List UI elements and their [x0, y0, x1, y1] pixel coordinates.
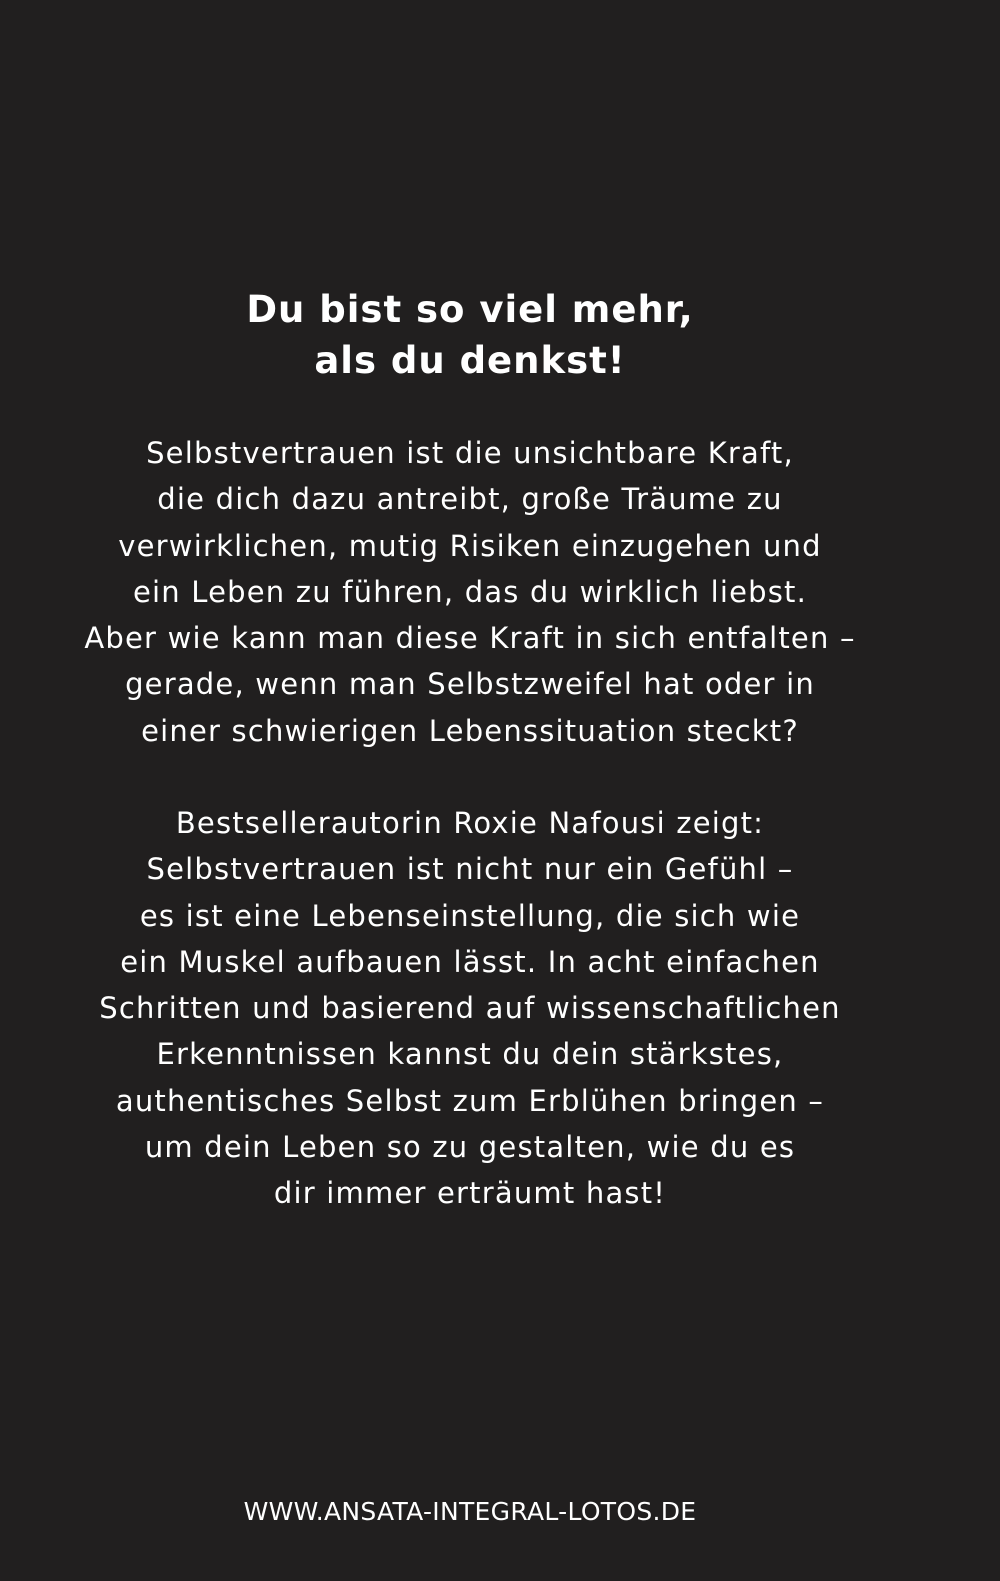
publisher-website: WWW.ANSATA-INTEGRAL-LOTOS.DE	[243, 1497, 697, 1526]
headline	[0, 284, 940, 386]
blurb-paragraph-2	[0, 800, 940, 1217]
text-line: authentisches Selbst zum Erblühen bringen –	[115, 1083, 825, 1118]
text-line: Bestsellerautorin Roxie Nafousi zeigt:	[175, 806, 765, 840]
text-line: es ist eine Lebenseinstellung, die sich wie	[139, 898, 801, 933]
text-line: gerade, wenn man Selbstzweifel hat oder in	[125, 667, 815, 702]
blurb-paragraph-1	[0, 430, 940, 754]
text-line: einer schwierigen Lebenssituation steckt?	[141, 713, 799, 748]
text-line: verwirklichen, mutig Risiken einzugehen und	[118, 528, 822, 563]
text-line: dir immer erträumt hast!	[273, 1176, 667, 1211]
text-line: Schritten und basierend auf wissenschaftlichen	[99, 991, 841, 1026]
text-line: Selbstvertrauen ist die unsichtbare Kraft,	[146, 436, 794, 470]
text-line: die dich dazu antreibt, große Träume zu	[157, 482, 783, 517]
headline-line: Du bist so viel mehr,	[246, 288, 694, 331]
headline-line: als du denkst!	[314, 339, 626, 382]
text-line: um dein Leben so zu gestalten, wie du es	[144, 1130, 796, 1165]
text-line: Selbstvertrauen ist nicht nur ein Gefühl –	[146, 852, 794, 887]
text-line: ein Leben zu führen, das du wirklich liebst.	[132, 574, 808, 609]
text-line: ein Muskel aufbauen lässt. In acht einfachen	[120, 944, 820, 979]
text-line: Aber wie kann man diese Kraft in sich entfalten –	[84, 621, 856, 656]
text-line: Erkenntnissen kannst du dein stärkstes,	[156, 1037, 784, 1072]
